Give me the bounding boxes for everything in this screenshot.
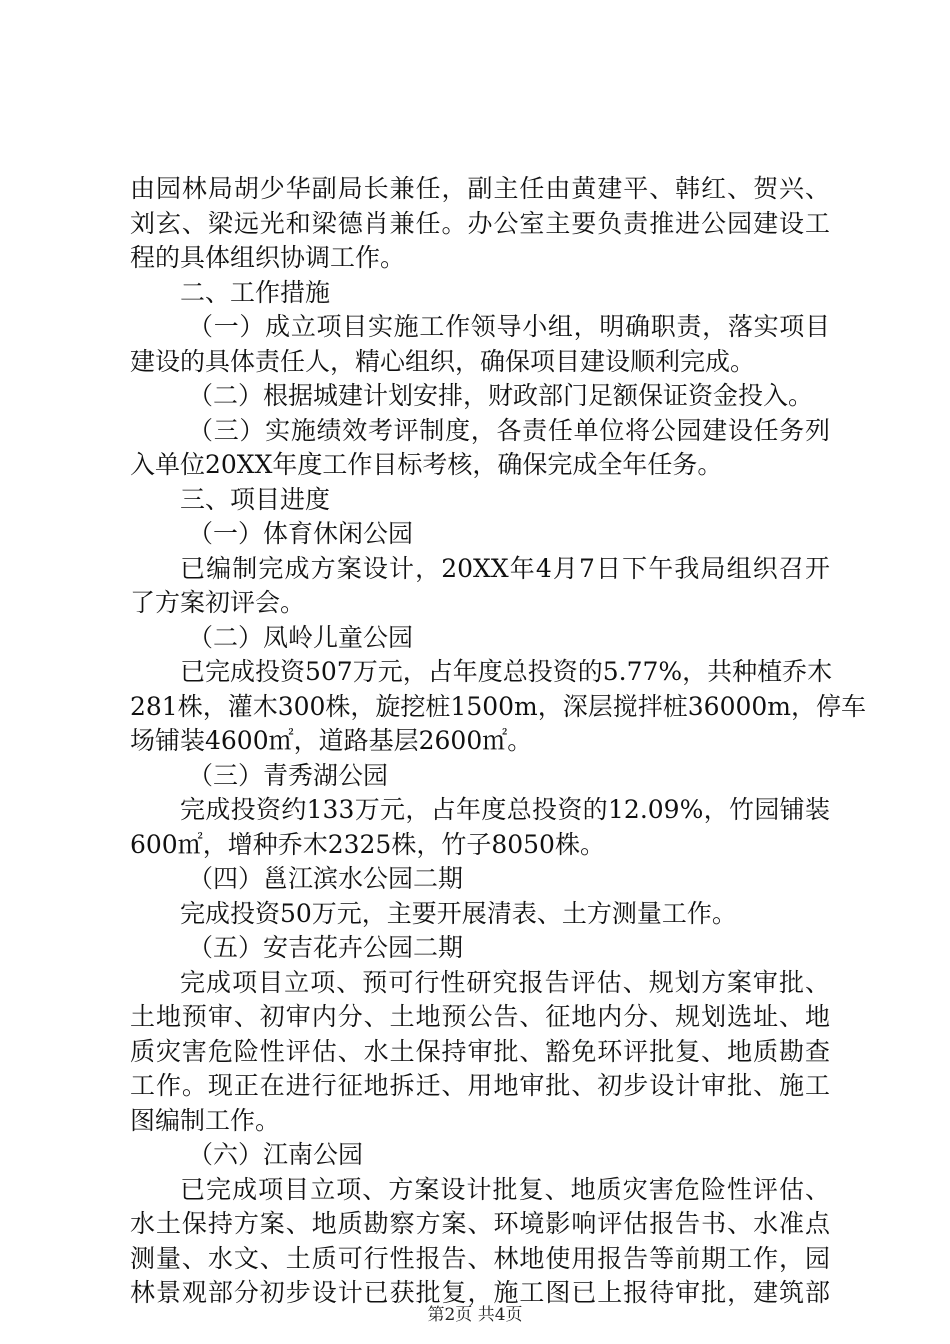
subsection-heading: （四）邕江滨水公园二期 [188, 864, 464, 893]
text-line: 已完成项目立项、方案设计批复、地质灾害危险性评估、 [180, 1174, 830, 1204]
text-line: （一）成立项目实施工作领导小组，明确职责，落实项目 [188, 312, 830, 341]
text-line: 已编制完成方案设计，20XX年4月7日下午我局组织召开 [180, 553, 830, 583]
text-line: 600㎡，增种乔木2325株，竹子8050株。 [130, 829, 605, 859]
text-line: （二）根据城建计划安排，财政部门足额保证资金投入。 [188, 381, 814, 410]
section-heading: 二、工作措施 [180, 277, 331, 307]
text-line: （三）实施绩效考评制度，各责任单位将公园建设任务列 [188, 415, 830, 445]
subsection-heading: （六）江南公园 [188, 1140, 364, 1169]
subsection-heading: （二）凤岭儿童公园 [188, 622, 414, 652]
text-line: 刘玄、梁远光和梁德肖兼任。办公室主要负责推进公园建设工 [130, 208, 830, 238]
text-line: 281株，灌木300株，旋挖桩1500m，深层搅拌桩36000m，停车 [130, 691, 867, 721]
subsection-heading: （一）体育休闲公园 [188, 519, 414, 548]
text-line: 由园林局胡少华副局长兼任，副主任由黄建平、韩红、贺兴、 [130, 174, 830, 203]
text-line: 程的具体组织协调工作。 [130, 243, 406, 272]
text-line: 工作。现正在进行征地拆迁、用地审批、初步设计审批、施工 [130, 1071, 830, 1100]
section-heading: 三、项目进度 [180, 484, 331, 514]
text-line: 图编制工作。 [130, 1105, 281, 1135]
text-line: 了方案初评会。 [130, 588, 306, 617]
page-footer: 第2页 共4页 [427, 1305, 523, 1325]
text-line: 已完成投资507万元，占年度总投资的5.77%，共种植乔木 [180, 657, 833, 686]
text-line: 场铺装4600㎡，道路基层2600㎡。 [130, 726, 533, 755]
text-line: 水土保持方案、地质勘察方案、环境影响评估报告书、水准点 [130, 1209, 830, 1238]
body-text [130, 172, 867, 1311]
text-line: 完成投资约133万元，占年度总投资的12.09%，竹园铺装 [180, 795, 830, 824]
text-line: 测量、水文、土质可行性报告、林地使用报告等前期工作，园 [130, 1243, 830, 1273]
subsection-heading: （三）青秀湖公园 [188, 760, 389, 790]
text-line: 质灾害危险性评估、水土保持审批、豁免环评批复、地质勘查 [130, 1036, 830, 1066]
text-line: 建设的具体责任人，精心组织，确保项目建设顺利完成。 [130, 346, 756, 376]
text-line: 完成投资50万元，主要开展清表、土方测量工作。 [180, 898, 737, 928]
subsection-heading: （五）安吉花卉公园二期 [188, 933, 464, 962]
text-line: 完成项目立项、预可行性研究报告评估、规划方案审批、 [180, 967, 830, 997]
text-line: 土地预审、初审内分、土地预公告、征地内分、规划选址、地 [130, 1002, 830, 1031]
text-line: 林景观部分初步设计已获批复，施工图已上报待审批，建筑部 [130, 1278, 830, 1307]
text-line: 入单位20XX年度工作目标考核，确保完成全年任务。 [130, 450, 723, 479]
